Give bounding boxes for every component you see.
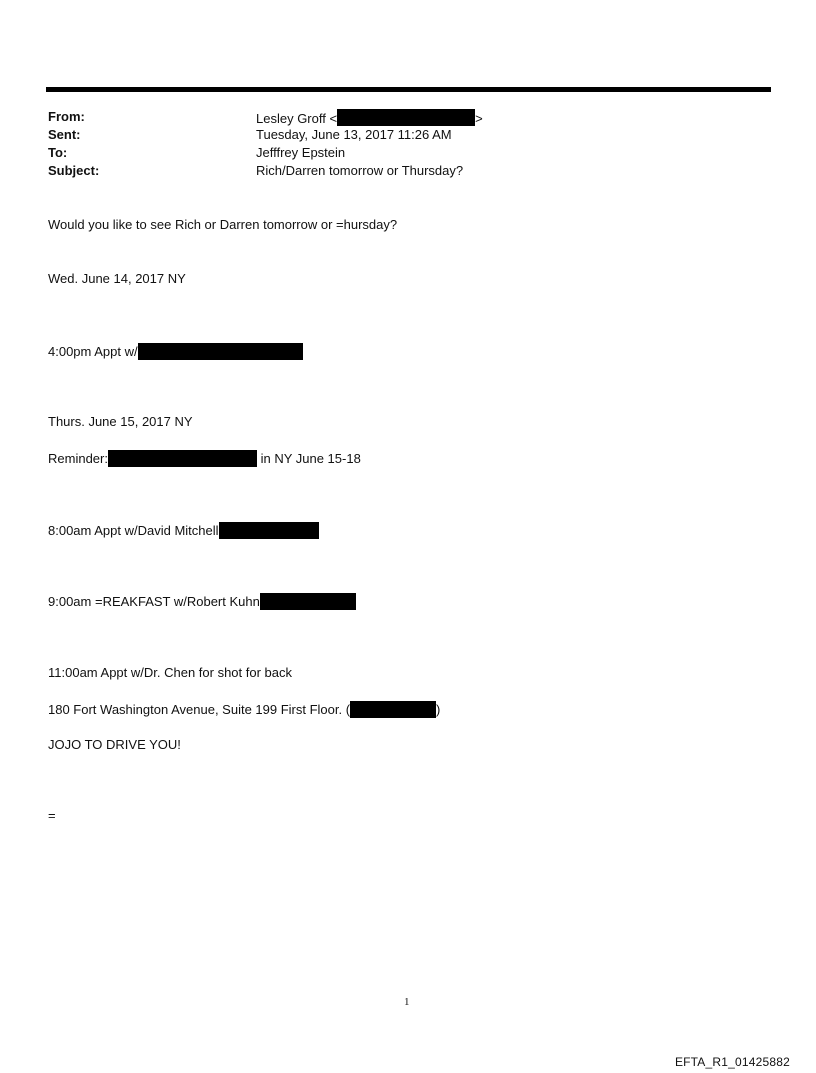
appt-text: 4:00pm Appt w/ (48, 344, 138, 359)
body-line-question: Would you like to see Rich or Darren tomorrow or =hursday? (48, 217, 398, 232)
reminder-label: Reminder: (48, 451, 108, 466)
body-line-equals: = (48, 808, 56, 823)
from-open-bracket: < (329, 111, 338, 126)
body-line-wed-appt (48, 343, 303, 360)
to-label: To: (48, 145, 68, 160)
body-line-wed-date: Wed. June 14, 2017 NY (48, 271, 186, 286)
body-line-chen: 11:00am Appt w/Dr. Chen for shot for back (48, 665, 292, 680)
body-line-mitchell (48, 522, 319, 539)
redaction-block (350, 701, 436, 718)
subject-label: Subject: (48, 163, 100, 178)
body-line-thu-date: Thurs. June 15, 2017 NY (48, 414, 193, 429)
reminder-text: in NY June 15-18 (260, 451, 361, 466)
body-line-address (48, 701, 440, 718)
redaction-block (138, 343, 303, 360)
page-number: 1 (404, 996, 410, 1008)
redaction-block (260, 593, 356, 610)
body-line-kuhn (48, 593, 356, 610)
from-value (256, 109, 483, 127)
redaction-block (337, 109, 475, 126)
body-line-driver: JOJO TO DRIVE YOU! (48, 737, 181, 752)
redaction-block (219, 522, 319, 539)
appt-text: 8:00am Appt w/David Mitchell (48, 523, 219, 538)
from-close-bracket: > (475, 111, 483, 126)
address-close-paren: ) (436, 702, 441, 717)
sent-label: Sent: (48, 127, 81, 142)
redaction-block (108, 450, 257, 467)
bates-number: EFTA_R1_01425882 (674, 1055, 790, 1069)
header-rule (46, 87, 771, 92)
from-label: From: (48, 109, 85, 124)
subject-value: Rich/Darren tomorrow or Thursday? (256, 163, 464, 178)
to-value: Jefffrey Epstein (256, 145, 346, 160)
sent-value: Tuesday, June 13, 2017 11:26 AM (256, 127, 452, 142)
body-line-reminder (48, 450, 361, 467)
from-name: Lesley Groff (256, 111, 326, 126)
address-text: 180 Fort Washington Avenue, Suite 199 First Floor. ( (48, 702, 351, 717)
appt-text: 9:00am =REAKFAST w/Robert Kuhn (48, 594, 260, 609)
